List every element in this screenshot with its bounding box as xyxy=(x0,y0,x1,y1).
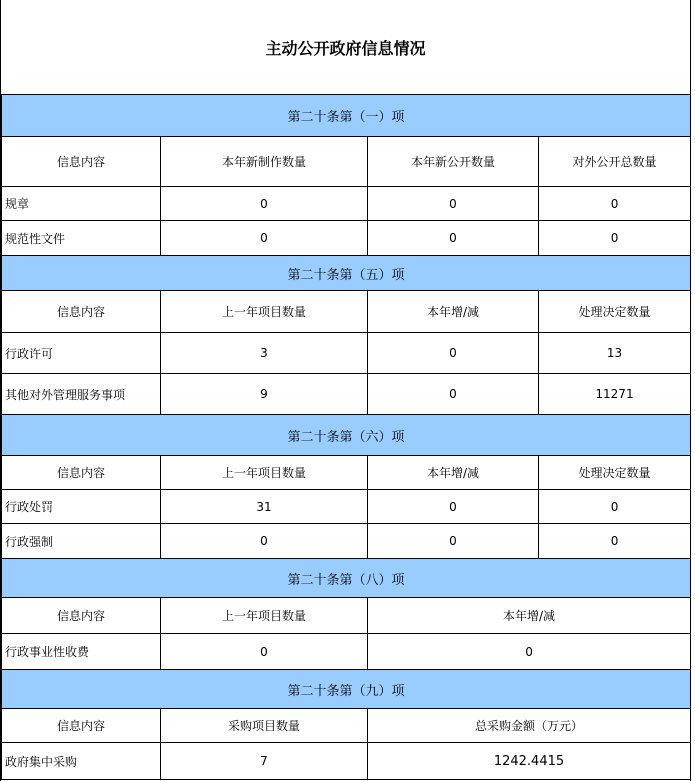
table-row xyxy=(2,374,691,415)
value-cell: 1242.4415 xyxy=(368,743,691,780)
header-cell: 信息内容 xyxy=(2,456,161,490)
header-cell: 信息内容 xyxy=(2,709,161,743)
header-cell: 信息内容 xyxy=(2,291,161,333)
row-label: 行政强制 xyxy=(2,524,161,559)
section-heading: 第二十条第（九）项 xyxy=(2,670,691,709)
section-heading: 第二十条第（一）项 xyxy=(2,95,691,137)
table-row xyxy=(2,187,691,221)
header-cell: 本年新公开数量 xyxy=(368,137,539,187)
value-cell: 0 xyxy=(368,490,539,524)
row-label: 规范性文件 xyxy=(2,221,161,256)
header-row xyxy=(2,709,691,743)
table-row xyxy=(2,743,691,780)
value-cell: 0 xyxy=(368,634,691,670)
value-cell: 31 xyxy=(161,490,368,524)
row-label: 行政处罚 xyxy=(2,490,161,524)
header-cell: 总采购金额（万元） xyxy=(368,709,691,743)
header-cell: 信息内容 xyxy=(2,137,161,187)
section-heading: 第二十条第（六）项 xyxy=(2,415,691,456)
row-label: 行政许可 xyxy=(2,333,161,374)
row-label: 行政事业性收费 xyxy=(2,634,161,670)
header-row xyxy=(2,137,691,187)
value-cell: 7 xyxy=(161,743,368,780)
value-cell: 0 xyxy=(539,187,691,221)
section-heading-row xyxy=(2,95,691,137)
header-cell: 对外公开总数量 xyxy=(539,137,691,187)
header-cell: 处理决定数量 xyxy=(539,456,691,490)
header-row xyxy=(2,291,691,333)
page-title: 主动公开政府信息情况 xyxy=(265,38,426,58)
section-heading: 第二十条第（五）项 xyxy=(2,256,691,291)
row-label: 政府集中采购 xyxy=(2,743,161,780)
value-cell: 0 xyxy=(161,187,368,221)
header-cell: 上一年项目数量 xyxy=(161,598,368,634)
table-row xyxy=(2,524,691,559)
disclosure-table xyxy=(1,94,691,780)
section-heading: 第二十条第（八）项 xyxy=(2,559,691,598)
table-row xyxy=(2,333,691,374)
value-cell: 0 xyxy=(539,490,691,524)
header-cell: 本年增/减 xyxy=(368,456,539,490)
header-cell: 本年增/减 xyxy=(368,291,539,333)
value-cell: 0 xyxy=(161,524,368,559)
header-cell: 本年增/减 xyxy=(368,598,691,634)
value-cell: 0 xyxy=(161,221,368,256)
value-cell: 11271 xyxy=(539,374,691,415)
value-cell: 0 xyxy=(368,524,539,559)
value-cell: 0 xyxy=(539,221,691,256)
value-cell: 0 xyxy=(539,524,691,559)
header-cell: 上一年项目数量 xyxy=(161,291,368,333)
header-cell: 上一年项目数量 xyxy=(161,456,368,490)
header-row xyxy=(2,598,691,634)
header-cell: 本年新制作数量 xyxy=(161,137,368,187)
section-heading-row xyxy=(2,670,691,709)
value-cell: 9 xyxy=(161,374,368,415)
table-row xyxy=(2,490,691,524)
table-row xyxy=(2,221,691,256)
header-row xyxy=(2,456,691,490)
section-heading-row xyxy=(2,415,691,456)
header-cell: 信息内容 xyxy=(2,598,161,634)
header-cell: 采购项目数量 xyxy=(161,709,368,743)
header-cell: 处理决定数量 xyxy=(539,291,691,333)
value-cell: 0 xyxy=(368,187,539,221)
row-label: 其他对外管理服务事项 xyxy=(2,374,161,415)
section-heading-row xyxy=(2,256,691,291)
value-cell: 0 xyxy=(368,333,539,374)
value-cell: 0 xyxy=(368,221,539,256)
value-cell: 13 xyxy=(539,333,691,374)
value-cell: 3 xyxy=(161,333,368,374)
value-cell: 0 xyxy=(368,374,539,415)
section-heading-row xyxy=(2,559,691,598)
value-cell: 0 xyxy=(161,634,368,670)
table-row xyxy=(2,634,691,670)
row-label: 规章 xyxy=(2,187,161,221)
